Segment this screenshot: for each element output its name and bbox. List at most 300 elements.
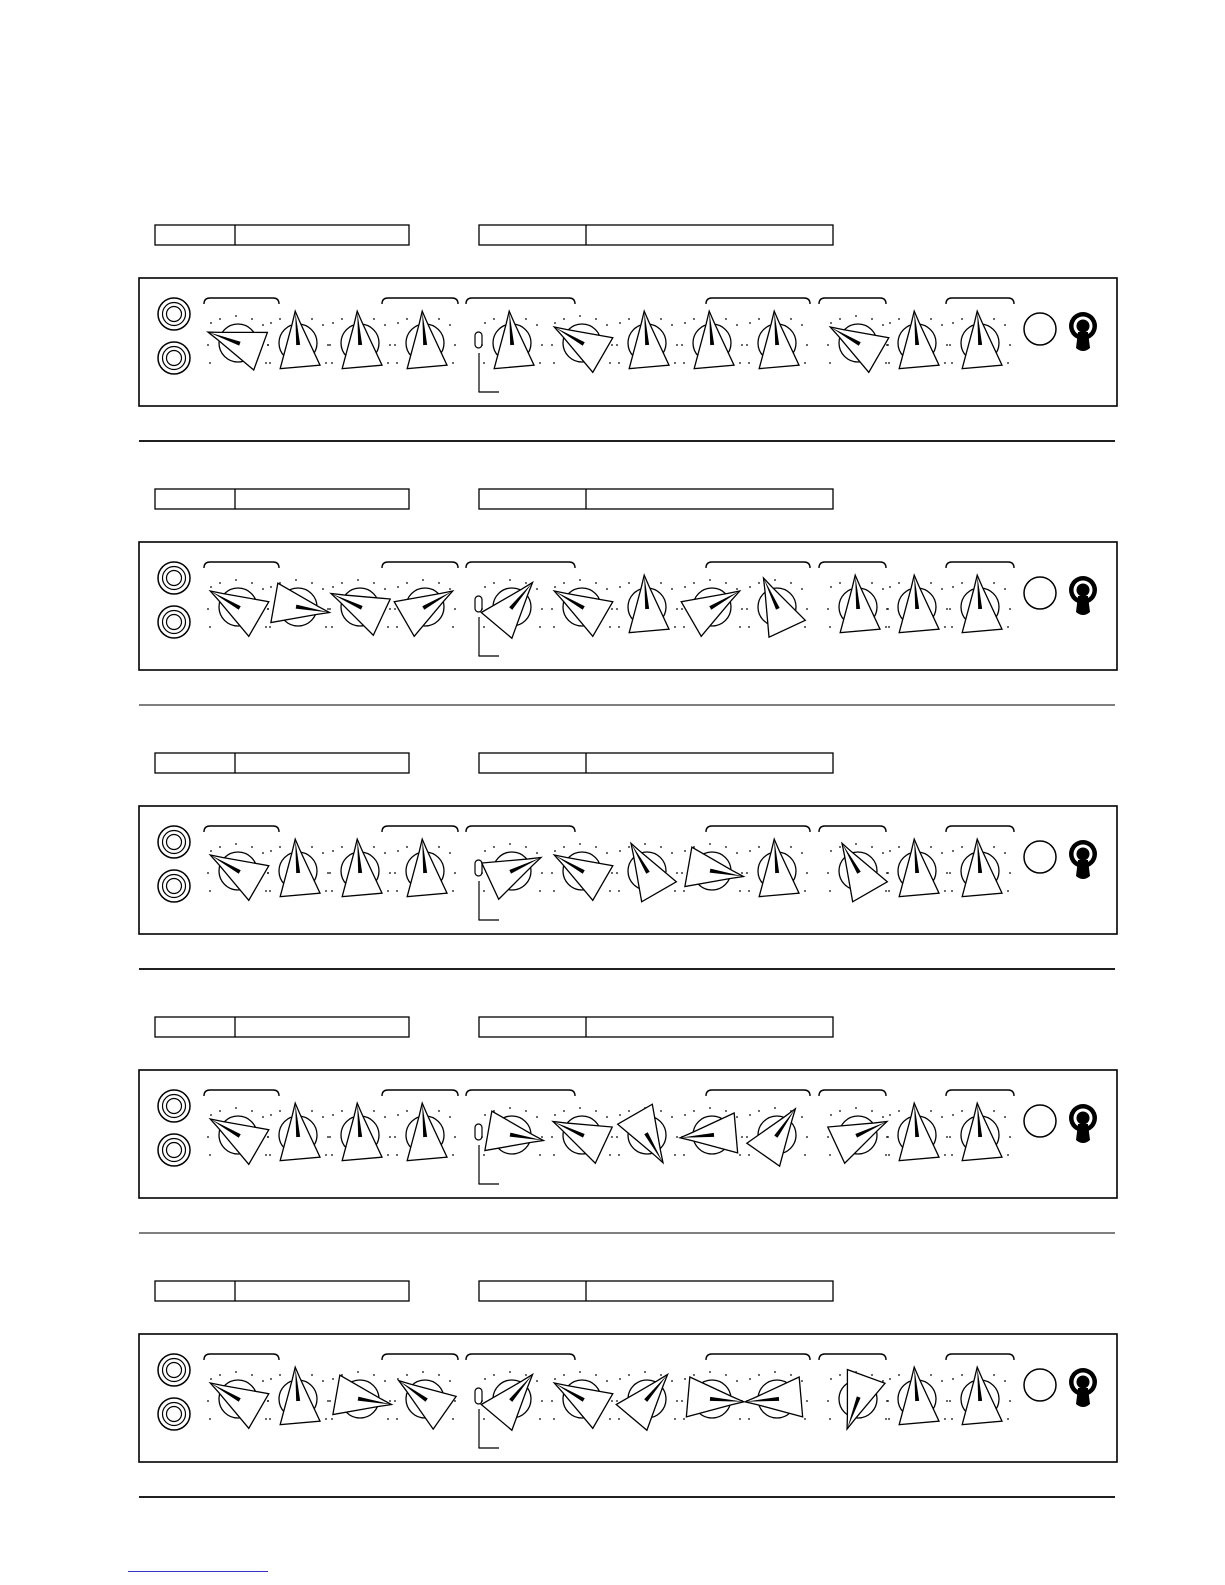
scale-dot [830,1378,832,1380]
scale-dot [265,890,267,892]
scale-dot [736,1116,738,1118]
scale-dot [327,1400,329,1402]
toggle-lever [1076,596,1090,615]
scale-dot [693,1374,695,1376]
scale-dot [387,1154,389,1156]
scale-dot [536,588,538,590]
scale-dot [930,846,932,848]
scale-dot [671,588,673,590]
scale-dot [452,626,454,628]
scale-dot [830,586,832,588]
scale-dot [827,344,829,346]
scale-dot [483,1418,485,1420]
scale-dot [438,1374,440,1376]
scale-dot [509,1371,511,1373]
scale-dot [539,1154,541,1156]
scale-dot [484,850,486,852]
scale-dot [1009,1400,1011,1402]
scale-dot [332,1378,334,1380]
scale-dot [886,1400,888,1402]
scale-dot [681,344,683,346]
scale-dot [801,324,803,326]
scale-dot [267,1400,269,1402]
scale-dot [1007,626,1009,628]
scale-dot [961,318,963,320]
scale-dot [509,1107,511,1109]
scale-dot [394,872,396,874]
scale-dot [270,586,272,588]
scale-dot [725,582,727,584]
toggle-bat [1077,584,1090,597]
scale-dot [554,1114,556,1116]
scale-dot [207,344,209,346]
scale-dot [758,846,760,848]
scale-dot [888,890,890,892]
scale-dot [387,362,389,364]
scale-dot [885,626,887,628]
preset-name-field[interactable] [155,753,409,773]
channel-switch[interactable] [475,1124,482,1140]
scale-dot [684,586,686,588]
scale-dot [681,1400,683,1402]
scale-dot [251,1110,253,1112]
scale-dot [483,890,485,892]
preset-name-field[interactable] [155,489,409,509]
scale-dot [930,1110,932,1112]
scale-dot [951,626,953,628]
scale-dot [341,846,343,848]
scale-dot [748,890,750,892]
scale-dot [946,872,948,874]
scale-dot [611,1136,613,1138]
scale-dot [563,318,565,320]
scale-dot [210,1114,212,1116]
scale-dot [481,872,483,874]
scale-dot [219,1374,221,1376]
scale-dot [483,626,485,628]
scale-dot [749,850,751,852]
scale-dot [563,582,565,584]
scale-dot [616,608,618,610]
scale-dot [267,1136,269,1138]
scale-dot [327,1136,329,1138]
scale-dot [406,1374,408,1376]
scale-dot [536,852,538,854]
scale-dot [325,890,327,892]
scale-dot [674,1418,676,1420]
scale-dot [554,586,556,588]
scale-dot [452,1154,454,1156]
scale-dot [993,318,995,320]
scale-dot [536,1380,538,1382]
toggle-bat [1077,1112,1090,1125]
scale-dot [394,1400,396,1402]
scale-dot [267,872,269,874]
scale-dot [671,324,673,326]
scale-dot [611,608,613,610]
scale-dot [674,1154,676,1156]
scale-dot [885,1154,887,1156]
scale-dot [684,850,686,852]
scale-dot [267,344,269,346]
scale-dot [269,1418,271,1420]
scale-dot [855,1107,857,1109]
scale-dot [1004,1380,1006,1382]
scale-dot [1009,872,1011,874]
scale-dot [674,362,676,364]
scale-dot [993,582,995,584]
scale-dot [790,582,792,584]
scale-dot [827,1136,829,1138]
scale-dot [676,1400,678,1402]
scale-dot [804,890,806,892]
toggle-bat [1077,1376,1090,1389]
scale-dot [611,344,613,346]
scale-dot [311,846,313,848]
scale-dot [683,1418,685,1420]
footer-link[interactable] [128,1570,268,1572]
scale-dot [829,890,831,892]
scale-dot [394,1136,396,1138]
scale-dot [609,890,611,892]
scale-dot [616,1136,618,1138]
scale-dot [579,579,581,581]
scale-dot [871,582,873,584]
scale-dot [741,872,743,874]
preset-name-field[interactable] [155,225,409,245]
scale-dot [553,1418,555,1420]
scale-dot [804,362,806,364]
scale-dot [262,1116,264,1118]
channel-switch[interactable] [475,860,482,876]
scale-dot [606,1116,608,1118]
scale-dot [209,1418,211,1420]
scale-dot [329,1400,331,1402]
scale-dot [946,608,948,610]
scale-dot [1009,1136,1011,1138]
channel-switch[interactable] [475,596,482,612]
preset-name-field[interactable] [155,1017,409,1037]
scale-dot [311,318,313,320]
scale-dot [618,362,620,364]
scale-dot [207,1400,209,1402]
scale-dot [251,318,253,320]
scale-dot [329,608,331,610]
toggle-bat [1077,320,1090,333]
scale-dot [952,586,954,588]
scale-dot [619,586,621,588]
scale-dot [748,1154,750,1156]
scale-dot [709,1371,711,1373]
scale-dot [930,1374,932,1376]
scale-dot [1009,344,1011,346]
scale-dot [693,582,695,584]
scale-dot [209,626,211,628]
scale-dot [554,322,556,324]
scale-dot [373,1374,375,1376]
scale-dot [267,608,269,610]
scale-dot [331,1154,333,1156]
scale-dot [746,608,748,610]
preset-settings-field[interactable] [479,1017,833,1037]
scale-dot [888,1154,890,1156]
scale-dot [322,588,324,590]
scale-dot [839,1110,841,1112]
scale-dot [801,1380,803,1382]
scale-dot [493,1374,495,1376]
scale-dot [609,1154,611,1156]
scale-dot [839,318,841,320]
scale-dot [676,872,678,874]
scale-dot [739,1418,741,1420]
scale-dot [595,1110,597,1112]
scale-dot [611,872,613,874]
scale-dot [579,1107,581,1109]
scale-dot [725,846,727,848]
scale-dot [660,318,662,320]
scale-dot [885,1418,887,1420]
preset-settings-field[interactable] [479,753,833,773]
scale-dot [930,318,932,320]
scale-dot [325,626,327,628]
scale-dot [949,1136,951,1138]
scale-dot [396,362,398,364]
scale-dot [674,626,676,628]
scale-dot [885,362,887,364]
pilot-lamp [1024,1105,1056,1137]
scale-dot [329,1136,331,1138]
scale-dot [357,579,359,581]
scale-dot [619,322,621,324]
scale-dot [889,1114,891,1116]
scale-dot [618,1154,620,1156]
scale-dot [279,1374,281,1376]
scale-dot [332,322,334,324]
scale-dot [952,1378,954,1380]
scale-dot [332,850,334,852]
scale-dot [322,324,324,326]
scale-dot [790,846,792,848]
scale-dot [454,1400,456,1402]
scale-dot [389,1400,391,1402]
scale-dot [961,582,963,584]
toggle-lever [1076,332,1090,351]
scale-dot [406,318,408,320]
scale-dot [493,318,495,320]
scale-dot [219,1110,221,1112]
scale-dot [806,1400,808,1402]
preset-name-field[interactable] [155,1281,409,1301]
scale-dot [993,1110,995,1112]
scale-dot [951,1418,953,1420]
scale-dot [941,588,943,590]
scale-dot [886,608,888,610]
scale-dot [804,1154,806,1156]
toggle-lever [1076,860,1090,879]
scale-dot [481,608,483,610]
scale-dot [741,344,743,346]
scale-dot [384,324,386,326]
scale-dot [269,1154,271,1156]
scale-dot [941,852,943,854]
channel-switch[interactable] [475,332,482,348]
scale-dot [209,362,211,364]
scale-dot [279,1110,281,1112]
scale-dot [829,362,831,364]
scale-dot [644,1371,646,1373]
scale-dot [628,846,630,848]
scale-dot [396,626,398,628]
scale-dot [551,1136,553,1138]
scale-dot [406,846,408,848]
scale-dot [539,362,541,364]
scale-dot [525,318,527,320]
scale-dot [373,1110,375,1112]
toggle-lever [1076,1388,1090,1407]
scale-dot [384,1380,386,1382]
scale-dot [406,582,408,584]
scale-dot [327,344,329,346]
scale-dot [262,852,264,854]
scale-dot [509,843,511,845]
scale-dot [758,1374,760,1376]
scale-dot [1007,1154,1009,1156]
scale-dot [553,1154,555,1156]
scale-dot [660,1110,662,1112]
scale-dot [944,626,946,628]
scale-dot [749,1114,751,1116]
scale-dot [946,1400,948,1402]
scale-dot [483,362,485,364]
scale-dot [609,626,611,628]
scale-dot [449,588,451,590]
scale-dot [952,322,954,324]
scale-dot [611,1400,613,1402]
scale-dot [384,1116,386,1118]
scale-dot [644,843,646,845]
channel-switch[interactable] [475,1388,482,1404]
scale-dot [660,1374,662,1376]
scale-dot [941,1380,943,1382]
scale-dot [949,344,951,346]
scale-dot [210,1378,212,1380]
scale-dot [265,362,267,364]
scale-dot [606,588,608,590]
scale-dot [262,588,264,590]
scale-dot [898,1374,900,1376]
scale-dot [539,890,541,892]
scale-dot [384,588,386,590]
scale-dot [961,1374,963,1376]
scale-dot [341,318,343,320]
scale-dot [790,318,792,320]
scale-dot [210,586,212,588]
scale-dot [595,1374,597,1376]
preset-settings-field[interactable] [479,489,833,509]
scale-dot [373,318,375,320]
scale-dot [898,582,900,584]
preset-settings-field[interactable] [479,1281,833,1301]
scale-dot [941,324,943,326]
scale-dot [839,582,841,584]
scale-dot [373,846,375,848]
scale-dot [311,582,313,584]
scale-dot [801,852,803,854]
scale-dot [741,608,743,610]
scale-dot [525,846,527,848]
scale-dot [871,846,873,848]
scale-dot [481,344,483,346]
scale-dot [311,1110,313,1112]
scale-dot [961,1110,963,1112]
scale-dot [269,626,271,628]
scale-dot [541,872,543,874]
scale-dot [325,1418,327,1420]
scale-dot [1007,890,1009,892]
scale-dot [951,890,953,892]
scale-dot [709,1107,711,1109]
scale-dot [454,608,456,610]
scale-dot [684,1114,686,1116]
preset-settings-field[interactable] [479,225,833,245]
scale-dot [563,846,565,848]
scale-dot [683,1154,685,1156]
scale-dot [332,586,334,588]
scale-dot [327,872,329,874]
scale-dot [882,1380,884,1382]
scale-dot [736,588,738,590]
scale-dot [327,608,329,610]
scale-dot [683,626,685,628]
scale-dot [1007,362,1009,364]
scale-dot [1004,1116,1006,1118]
scale-dot [961,846,963,848]
scale-dot [628,582,630,584]
scale-dot [539,1418,541,1420]
scale-dot [210,850,212,852]
scale-dot [871,1110,873,1112]
scale-dot [551,344,553,346]
scale-dot [801,1116,803,1118]
pilot-lamp [1024,1369,1056,1401]
scale-dot [951,362,953,364]
scale-dot [628,318,630,320]
scale-dot [563,1110,565,1112]
scale-dot [889,1378,891,1380]
scale-dot [595,318,597,320]
scale-dot [736,852,738,854]
scale-dot [1004,588,1006,590]
preset-4 [139,1017,1117,1233]
scale-dot [322,852,324,854]
scale-dot [332,1114,334,1116]
scale-dot [331,362,333,364]
scale-dot [262,324,264,326]
scale-dot [329,344,331,346]
scale-dot [525,1374,527,1376]
scale-dot [384,852,386,854]
scale-dot [676,608,678,610]
scale-dot [357,1371,359,1373]
scale-dot [563,1374,565,1376]
scale-dot [806,344,808,346]
scale-dot [1004,324,1006,326]
scale-dot [871,1374,873,1376]
scale-dot [325,1154,327,1156]
scale-dot [882,1116,884,1118]
scale-dot [671,852,673,854]
scale-dot [484,1378,486,1380]
